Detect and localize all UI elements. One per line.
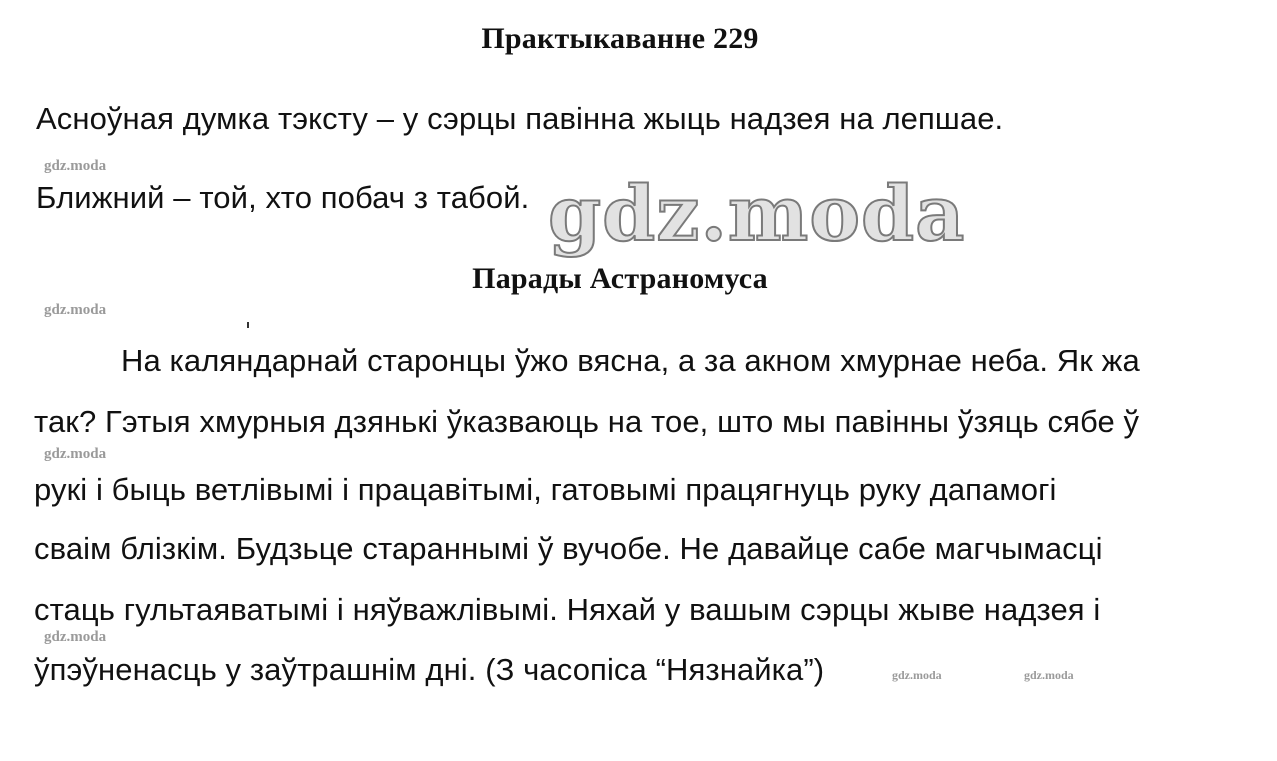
paragraph-line: На каляндарнай старонцы ўжо вясна, а за акном хмурнае неба. Як жа [121, 343, 1140, 378]
watermark-small: gdz.moda [44, 629, 107, 645]
paragraph-line: рукі і быць ветлівымі і працавітымі, гатовымі працягнуць руку дапамогі [34, 472, 1057, 507]
proverb-text: Ближний – той, хто побач з табой. [36, 180, 530, 215]
paragraph-line: сваім блізкім. Будзьце стараннымі ў вучобе. Не давайце сабе магчымасці [34, 531, 1103, 566]
paragraph-line: так? Гэтыя хмурныя дзянькі ўказваюць на тое, што мы павінны ўзяць сябе ў [34, 404, 1140, 439]
watermark-small: gdz.moda [1024, 668, 1074, 682]
watermark-logo: gdz.moda [548, 169, 966, 258]
watermark-small: gdz.moda [44, 446, 107, 462]
exercise-title: Практыкаванне 229 [481, 22, 759, 55]
watermark-small: gdz.moda [892, 668, 942, 682]
main-idea-text: Асноўная думка тэксту – у сэрцы павінна жыць надзея на лепшае. [36, 101, 1004, 136]
paragraph-line: стаць гультаяватымі і няўважлівымі. Няхай у вашым сэрцы жыве надзея і [34, 592, 1101, 627]
text-title: Парады Астраномуса [472, 262, 768, 295]
watermark-small: gdz.moda [44, 158, 107, 174]
paragraph-line: ўпэўненасць у заўтрашнім дні. (З часопіса “Нязнайка”) [34, 652, 825, 687]
scan-speck [247, 322, 249, 328]
watermark-small: gdz.moda [44, 302, 107, 318]
